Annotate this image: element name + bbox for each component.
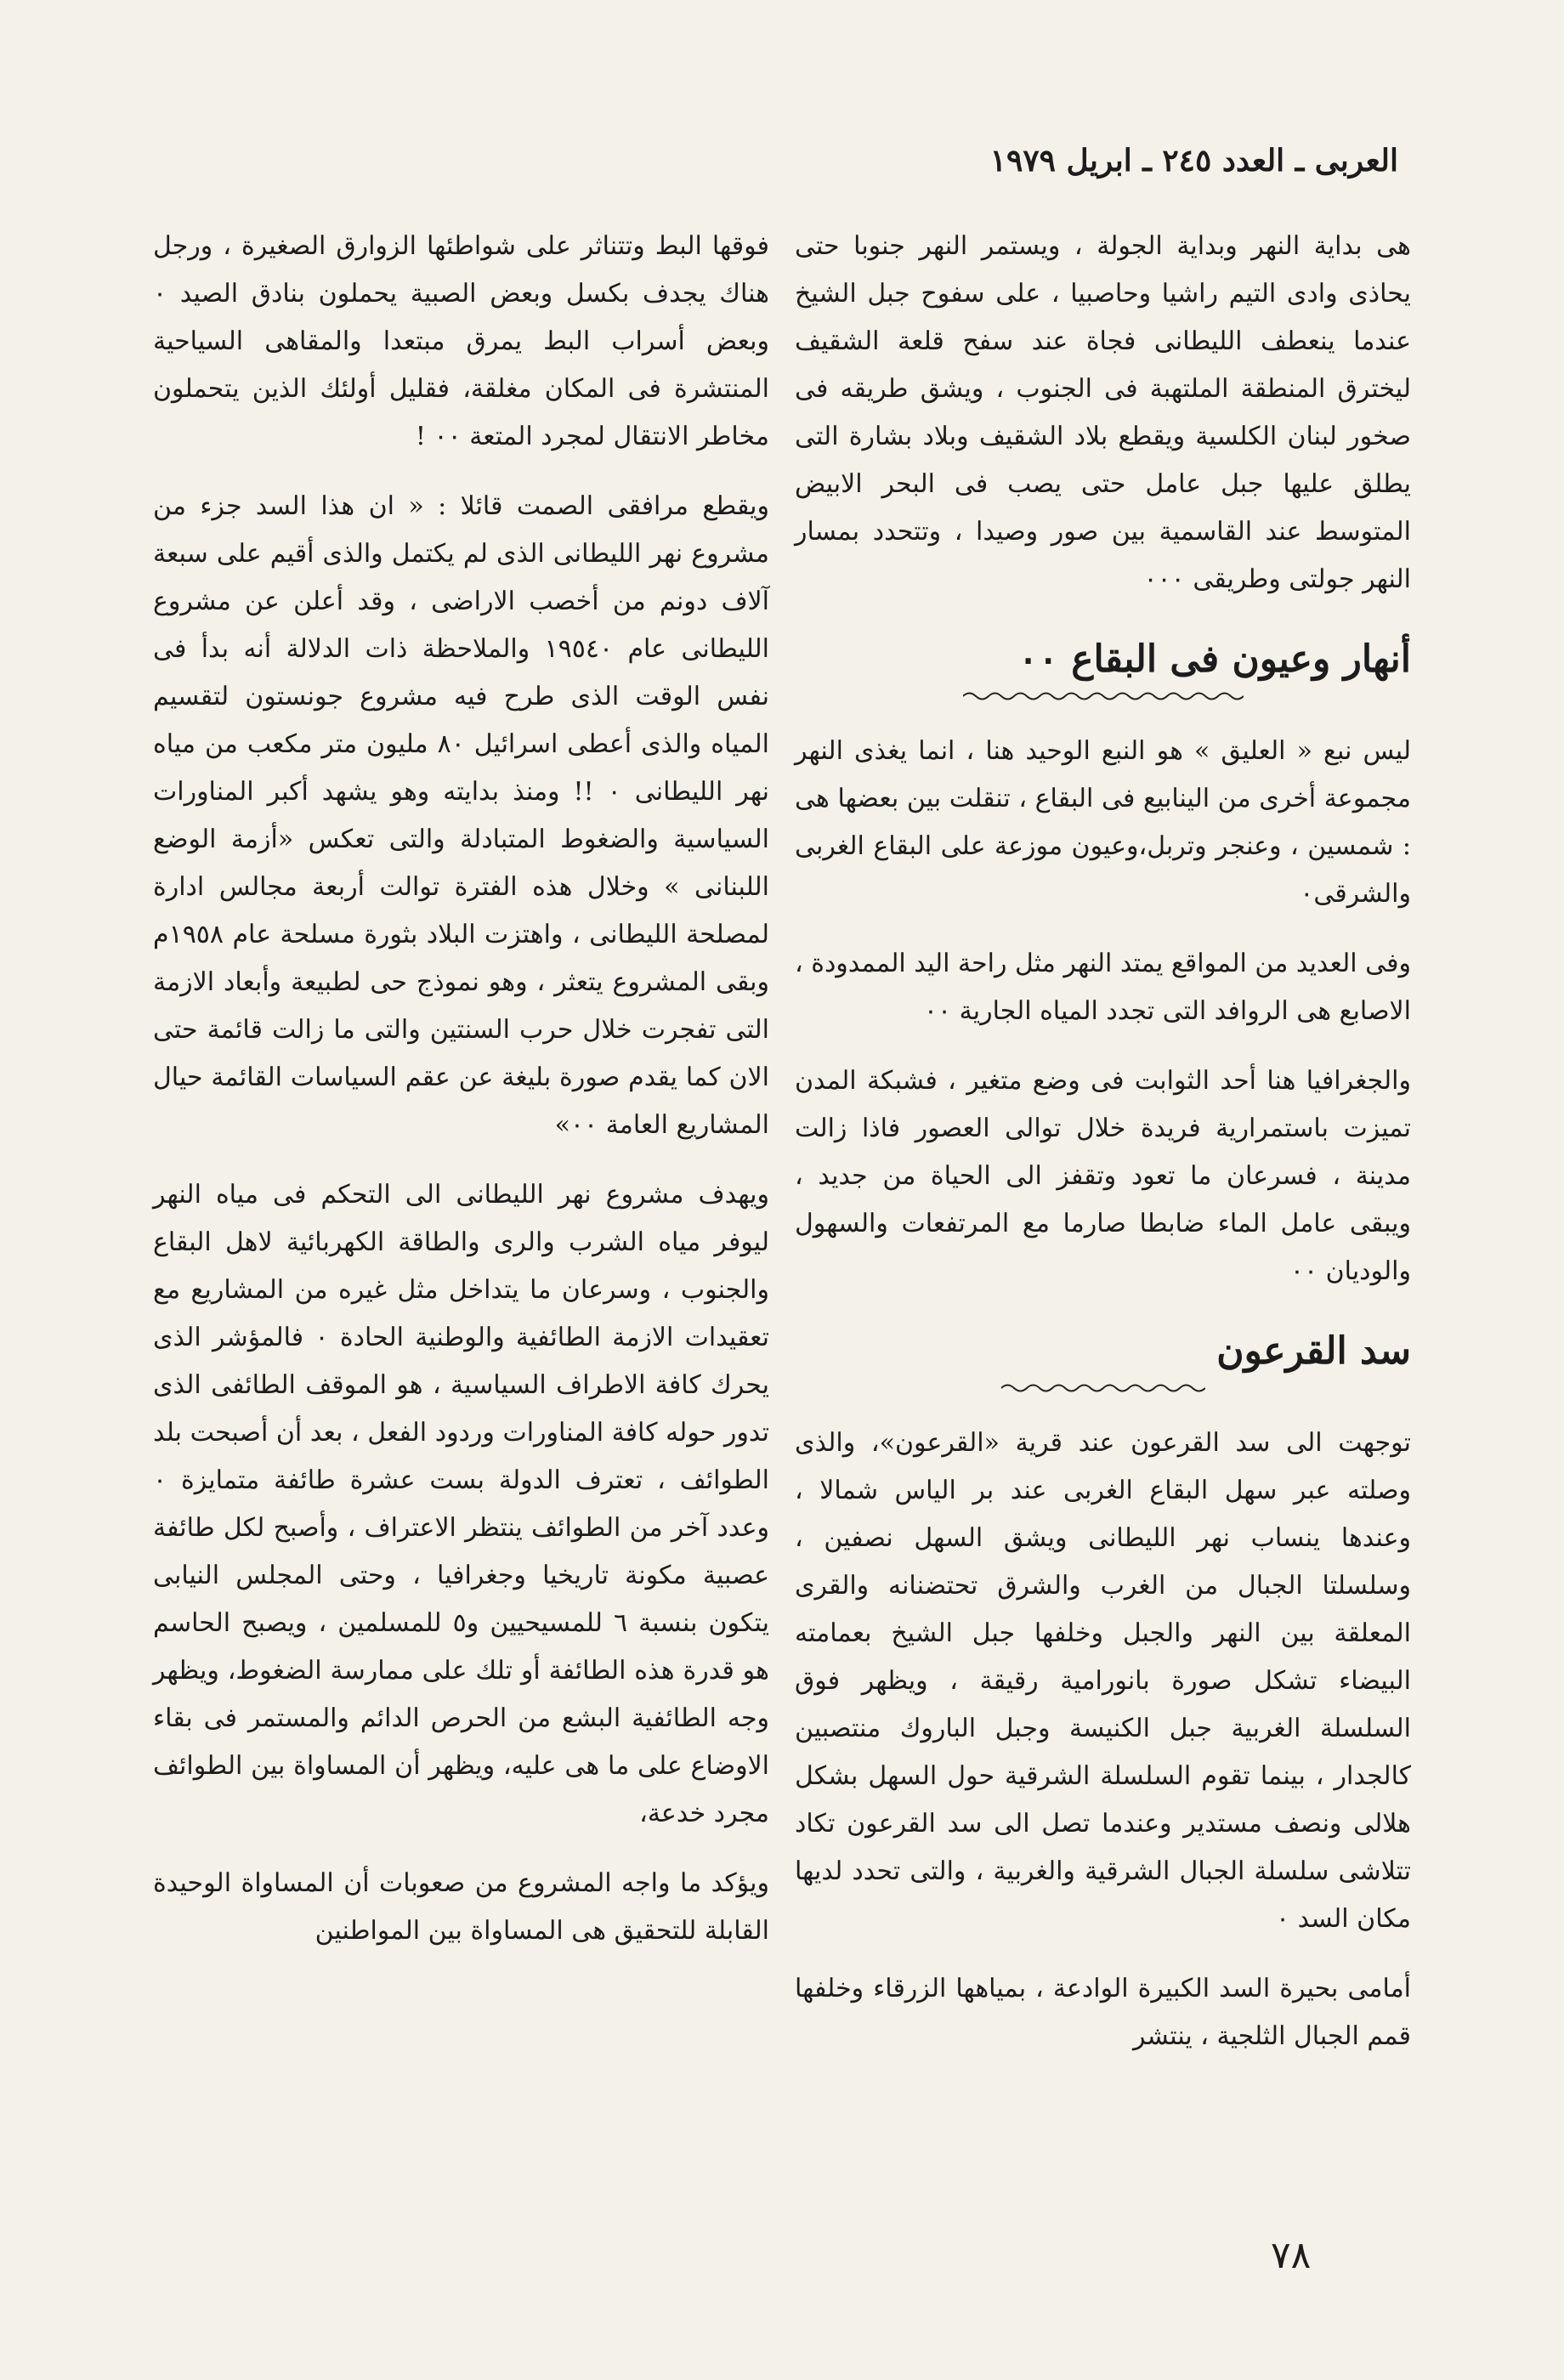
- dam-paragraph-2: أمامى بحيرة السد الكبيرة الوادعة ، بمياهها الزرقاء وخلفها قمم الجبال الثلجية ، ينتشر: [795, 1974, 1411, 2051]
- dam-paragraph-1: توجهت الى سد القرعون عند قرية «القرعون»، والذى وصلته عبر سهل البقاع الغربى عند بر الياس شمالا ، وعندها ينساب نهر الليطانى ويشق السهل نصفين ، وسلسلتا الجبال من الغرب والشرق تحتضنانه والقرى المعلقة بين النهر والجبل وخلفها جبل الشيخ بعمامته البيضاء تشكل صورة بانورامية رقيقة ، ويظهر فوق السلسلة الغربية جبل الكنيسة وجبل الباروك منتصبين كالجدار ، بينما تقوم السلسلة الشرقية حول السهل بشكل هلالى ونصف مستدير وعندما تصل الى سد القرعون تكاد تتلاشى سلسلة الجبال الشرقية والغربية ، والتى تحدد لديها مكان السد ٠: [795, 1428, 1411, 1934]
- left-paragraph-3: ويهدف مشروع نهر الليطانى الى التحكم فى مياه النهر ليوفر مياه الشرب والرى والطاقة الكهربائية لاهل البقاع والجنوب ، وسرعان ما يتداخل مثل غيره من المشاريع مع تعقيدات الازمة الطائفية والوطنية الحادة ٠ فالمؤشر الذى يحرك كافة الاطراف السياسية ، هو الموقف الطائفى الذى تدور حوله كافة المناورات وردود الفعل ، بعد أن أصبحت بلد الطوائف ، تعترف الدولة بست عشرة طائفة متمايزة ٠ وعدد آخر من الطوائف ينتظر الاعتراف ، وأصبح لكل طائفة عصبية مكونة تاريخيا وجغرافيا ، وحتى المجلس النيابى يتكون بنسبة ٦ للمسيحيين و٥ للمسلمين ، ويصبح الحاسم هو قدرة هذه الطائفة أو تلك على ممارسة الضغوط، ويظهر وجه الطائفية البشع من الحرص الدائم والمستمر فى بقاء الاوضاع على ما هى عليه، ويظهر أن المساواة بين الطوائف مجرد خدعة،: [153, 1180, 770, 1828]
- left-paragraph-2: ويقطع مرافقى الصمت قائلا : « ان هذا السد جزء من مشروع نهر الليطانى الذى لم يكتمل والذى أقيم على سبعة آلاف دونم من أخصب الاراضى ، وقد أعلن عن مشروع الليطانى عام ١٩٥٤٠ والملاحظة ذات الدلالة أنه بدأ فى نفس الوقت الذى طرح فيه مشروع جونستون لتقسيم المياه والذى أعطى اسرائيل ٨٠ مليون متر مكعب من مياه نهر الليطانى ٠ !! ومنذ بدايته وهو يشهد أكبر المناورات السياسية والضغوط المتبادلة والتى تعكس «أزمة الوضع اللبنانى » وخلال هذه الفترة توالت أربعة مجالس ادارة لمصلحة الليطانى ، واهتزت البلاد بثورة مسلحة عام ١٩٥٨م وبقى المشروع يتعثر ، وهو نموذج حى لطبيعة وأبعاد الازمة التى تفجرت خلال حرب السنتين والتى ما زالت قائمة حتى الان كما يقدم صورة بليغة عن عقم السياسات القائمة حيال المشاريع العامة ٠٠»: [153, 491, 769, 1140]
- left-paragraph-4: ويؤكد ما واجه المشروع من صعوبات أن المساواة الوحيدة القابلة للتحقيق هى المساواة بين المواطنين: [153, 1868, 769, 1946]
- title-underline-ornament: [963, 690, 1244, 702]
- intro-paragraph: هى بداية النهر وبداية الجولة ، ويستمر النهر جنوبا حتى يحاذى وادى التيم راشيا وحاصبيا ، على سفوح جبل الشيخ عندما ينعطف الليطانى فجاة عند سفح قلعة الشقيف ليخترق المنطقة الملتهبة فى الجنوب ، ويشق طريقه فى صخور لبنان الكلسية ويقطع بلاد الشقيف وبلاد بشارة التى يطلق عليها جبل عامل حتى يصب فى البحر الابيض المتوسط عند القاسمية بين صور وصيدا ، وتتحدد بمسار النهر جولتى وطريقى ٠٠٠: [795, 231, 1411, 594]
- title-underline-ornament: [1001, 1382, 1205, 1394]
- rivers-paragraph-2: وفى العديد من المواقع يمتد النهر مثل راحة اليد الممدودة ، الاصابع هى الروافد التى تجدد المياه الجارية ٠٠: [795, 949, 1411, 1026]
- page-number: ٧٨: [1271, 2234, 1312, 2277]
- section-title-rivers: أنهار وعيون فى البقاع ٠٠: [1017, 638, 1411, 681]
- section-title-dam: سد القرعون: [1216, 1329, 1411, 1373]
- left-column: [153, 223, 769, 1977]
- running-header: العربى ـ العدد ٢٤٥ ـ ابريل ١٩٧٩: [989, 143, 1398, 178]
- rivers-paragraph-3: والجغرافيا هنا أحد الثوابت فى وضع متغير ، فشبكة المدن تميزت باستمرارية فريدة خلال توالى العصور فاذا زالت مدينة ، فسرعان ما تعود وتقفز الى الحياة من جديد ، ويبقى عامل الماء ضابطا صارما مع المرتفعات والسهول والوديان ٠٠: [795, 1066, 1411, 1286]
- rivers-paragraph-1: ليس نبع « العليق » هو النبع الوحيد هنا ، انما يغذى النهر مجموعة أخرى من الينابيع فى البقاع ، تنقلت بين بعضها هى : شمسين ، وعنجر وتربل،وعيون موزعة على البقاع الغربى والشرقى٠: [795, 736, 1411, 909]
- right-column: [795, 223, 1411, 2082]
- left-paragraph-1: فوقها البط وتتناثر على شواطئها الزوارق الصغيرة ، ورجل هناك يجدف بكسل وبعض الصبية يحملون بنادق الصيد ٠ وبعض أسراب البط يمرق مبتعدا والمقاهى السياحية المنتشرة فى المكان مغلقة، فقليل أولئك الذين يتحملون مخاطر الانتقال لمجرد المتعة ٠٠ !: [153, 231, 769, 451]
